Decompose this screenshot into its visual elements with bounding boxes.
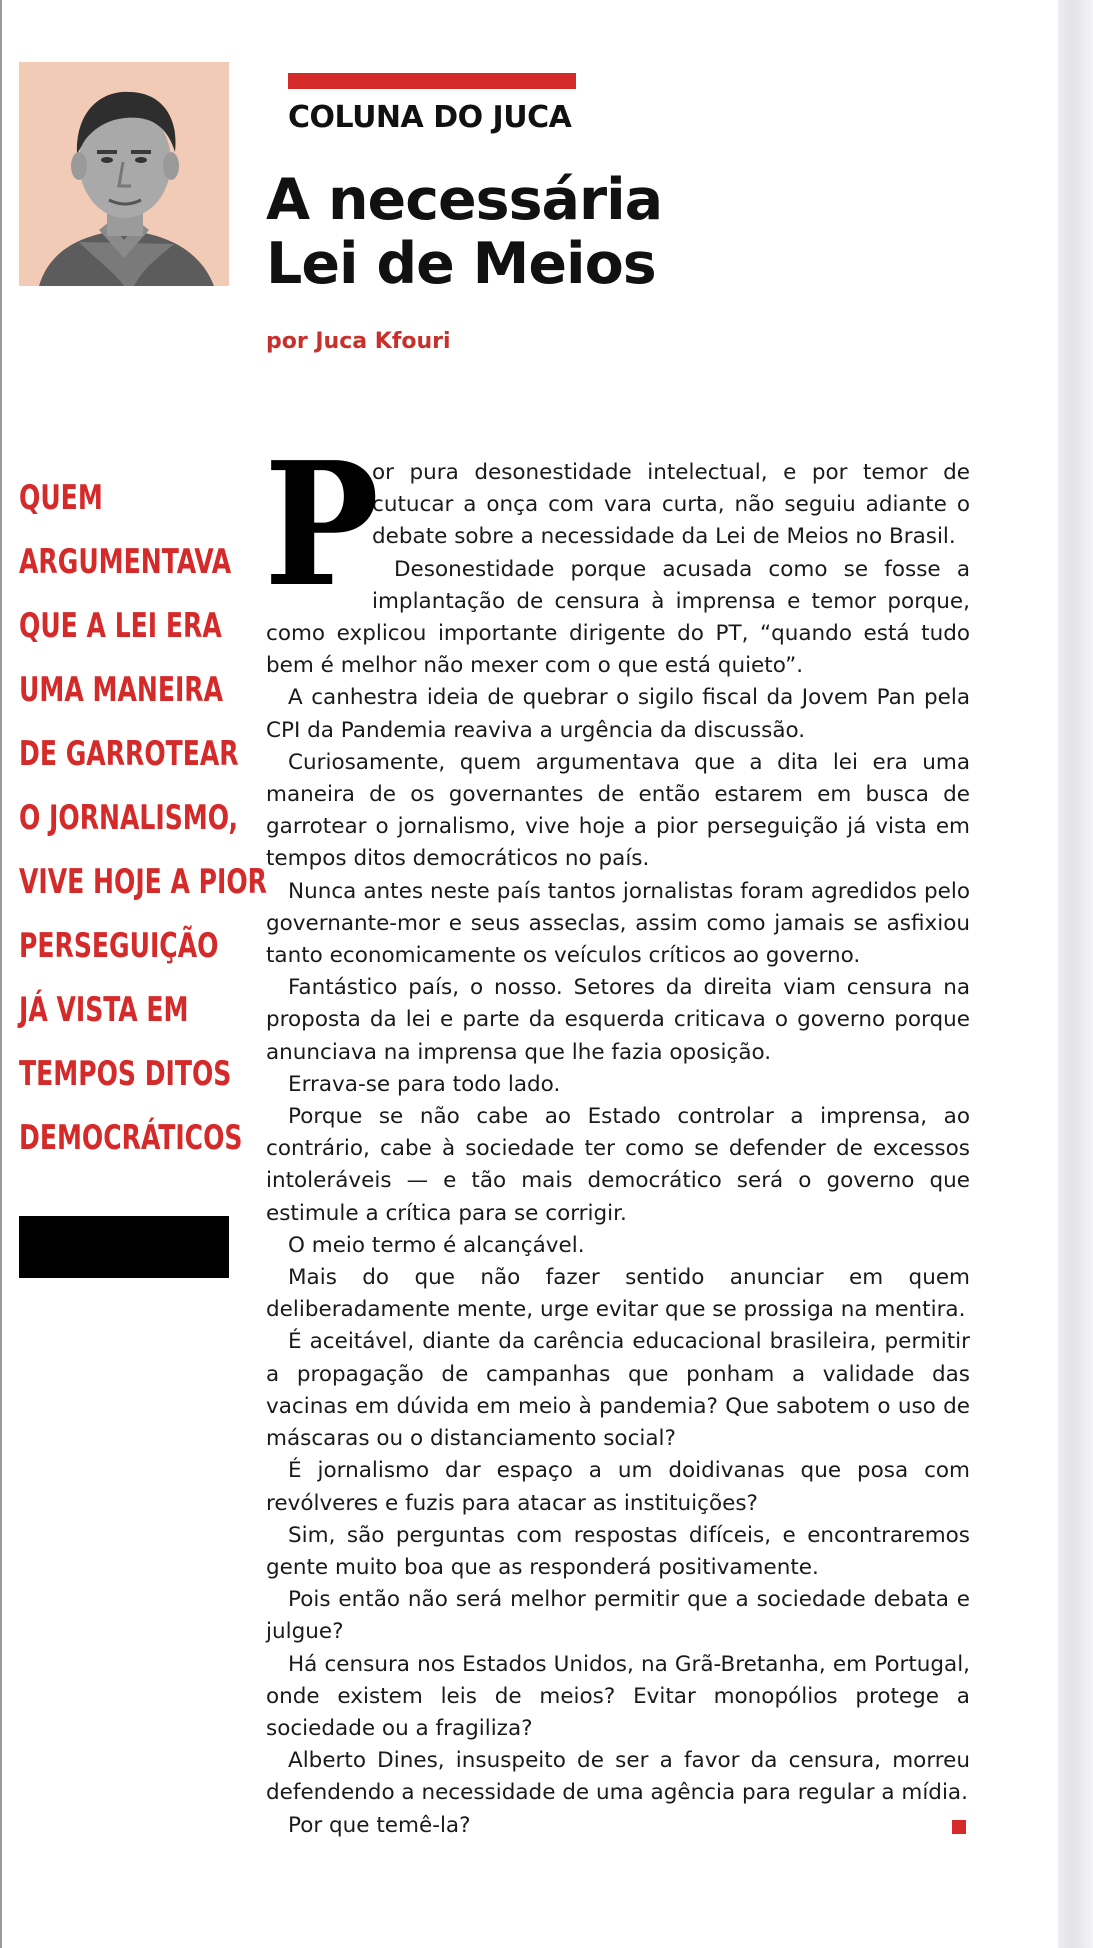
body-paragraph: Sim, são perguntas com respostas difíceis, e encontraremos gente muito boa que as responderá positivamente.: [266, 1522, 970, 1580]
page-left-rule: [0, 0, 2, 1948]
author-photo: [19, 62, 229, 286]
end-of-article-icon: [952, 1820, 966, 1834]
pull-quote-line: QUE A LEI ERA: [19, 606, 222, 646]
pull-quote-line: VIVE HOJE A PIOR: [19, 862, 267, 902]
kicker-accent-bar: [288, 73, 576, 89]
pull-quote-line: UMA MANEIRA: [19, 670, 224, 710]
body-paragraph: or pura desonestidade intelectual, e por temor de cutucar a onça com vara curta, não seguiu adiante o debate sobre a necessidade da Lei de Meios no Brasil.: [372, 460, 970, 550]
body-paragraph: Mais do que não fazer sentido anunciar em quem deliberadamente mente, urge evitar que se prossiga na mentira.: [266, 1265, 970, 1323]
body-paragraph: Há censura nos Estados Unidos, na Grã-Bretanha, em Portugal, onde existem leis de meios? Evitar monopólios protege a sociedade ou a fragiliza?: [266, 1651, 970, 1741]
article-headline: [266, 168, 826, 296]
body-paragraph: O meio termo é alcançável.: [288, 1232, 585, 1258]
pull-quote-line: ARGUMENTAVA: [19, 542, 232, 582]
article-body: [264, 425, 970, 1842]
redacted-black-box: [19, 1216, 229, 1278]
body-paragraph: Fantástico país, o nosso. Setores da direita viam censura na proposta da lei e parte da esquerda criticava o governo porque anunciava na imprensa que lhe fazia oposição.: [266, 975, 970, 1065]
body-paragraph: Pois então não será melhor permitir que a sociedade debata e julgue?: [266, 1587, 970, 1645]
pull-quote-line: DE GARROTEAR: [19, 734, 239, 774]
headline-line: Lei de Meios: [266, 231, 656, 297]
final-sentence: Por que temê-la?: [288, 1812, 471, 1838]
body-paragraph: Curiosamente, quem argumentava que a dita lei era uma maneira de os governantes de então estarem em busca de garrotear o jornalismo, vive hoje a pior perseguição já vista em tempos ditos democráticos no país.: [266, 749, 970, 872]
pull-quote-line: QUEM: [19, 478, 103, 518]
body-paragraph: Alberto Dines, insuspeito de ser a favor da censura, morreu defendendo a necessidade de uma agência para regular a mídia.: [266, 1748, 970, 1806]
pull-quote-line: TEMPOS DITOS: [19, 1054, 232, 1094]
drop-cap-box: [264, 425, 380, 625]
pull-quote-line: JÁ VISTA EM: [19, 990, 189, 1030]
body-paragraph-final: [266, 1810, 970, 1842]
headline-line: A necessária: [266, 167, 663, 233]
body-paragraph: Nunca antes neste país tantos jornalistas foram agredidos pelo governante-mor e seus asseclas, assim como jamais se asfixiou tanto economicamente os veículos críticos ao governo.: [266, 878, 970, 969]
pull-quote-line: DEMOCRÁTICOS: [19, 1118, 243, 1158]
page-gutter-shadow: [1058, 0, 1093, 1948]
body-paragraph: Errava-se para todo lado.: [288, 1071, 561, 1097]
pull-quote-line: PERSEGUIÇÃO: [19, 926, 219, 966]
pull-quote: [19, 466, 267, 1170]
article-byline: por Juca Kfouri: [266, 329, 451, 354]
body-paragraph: Desonestidade porque acusada como se fosse a implantação de censura à imprensa e temor porque, como explicou importante dirigente do PT, “quando está tudo bem é melhor não mexer com o que está quieto”.: [266, 556, 970, 679]
drop-cap: P: [264, 425, 380, 625]
body-paragraph: É aceitável, diante da carência educacional brasileira, permitir a propagação de campanhas que ponham a validade das vacinas em dúvida em meio à pandemia? Que sabotem o uso de máscaras ou o distanciamento social?: [266, 1329, 970, 1452]
pull-quote-line: O JORNALISMO,: [19, 798, 238, 838]
body-paragraph: A canhestra ideia de quebrar o sigilo fiscal da Jovem Pan pela CPI da Pandemia reaviva a urgência da discussão.: [266, 685, 970, 743]
body-paragraph: Porque se não cabe ao Estado controlar a imprensa, ao contrário, cabe à sociedade ter como se defender de excessos intoleráveis — e tão mais democrático será o governo que estimule a crítica para se corrigir.: [266, 1104, 970, 1226]
body-paragraph: É jornalismo dar espaço a um doidivanas que posa com revólveres e fuzis para atacar as instituições?: [266, 1458, 970, 1516]
column-kicker: COLUNA DO JUCA: [288, 100, 572, 135]
